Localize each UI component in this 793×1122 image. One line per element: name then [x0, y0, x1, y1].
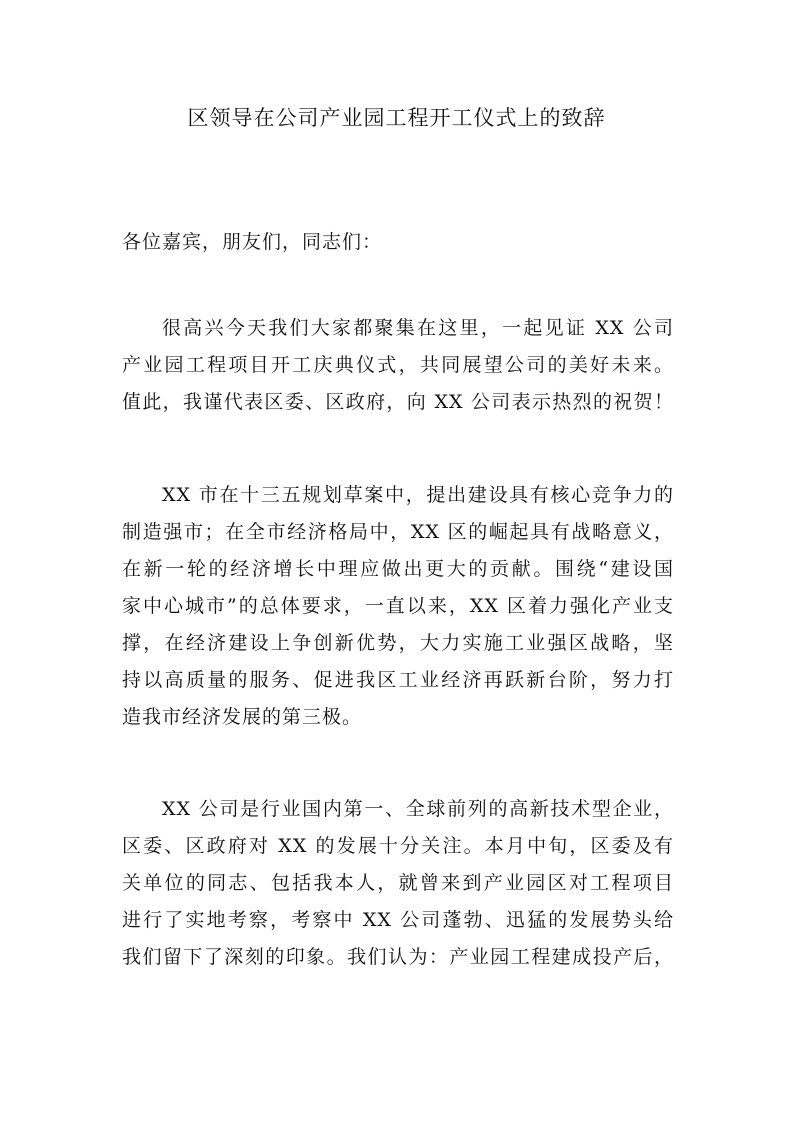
paragraph-line: 进行了实地考察，考察中 XX 公司蓬勃、迅猛的发展势头给	[122, 909, 674, 931]
paragraph-3	[122, 791, 674, 976]
paragraph-line: 持以高质量的服务、促进我区工业经济再跃新台阶，努力打	[122, 669, 674, 691]
paragraph-line: XX 市在十三五规划草案中，提出建设具有核心竞争力的	[162, 484, 674, 506]
paragraph-line: 区委、区政府对 XX 的发展十分关注。本月中旬，区委及有	[122, 835, 674, 857]
paragraph-line: 产业园工程项目开工庆典仪式，共同展望公司的美好未来。	[122, 354, 674, 376]
salutation: 各位嘉宾，朋友们，同志们：	[122, 231, 383, 253]
paragraph-1	[122, 310, 674, 421]
paragraph-line: 关单位的同志、包括我本人，就曾来到产业园区对工程项目	[122, 872, 674, 894]
paragraph-line: 值此，我谨代表区委、区政府，向 XX 公司表示热烈的祝贺！	[122, 391, 674, 413]
paragraph-line: XX 公司是行业国内第一、全球前列的高新技术型企业，	[162, 798, 674, 820]
paragraph-line: 很高兴今天我们大家都聚集在这里，一起见证 XX 公司	[162, 317, 674, 339]
paragraph-line: 制造强市；在全市经济格局中，XX 区的崛起具有战略意义，	[122, 521, 674, 543]
paragraph-line: 家中心城市”的总体要求，一直以来，XX 区着力强化产业支	[122, 595, 674, 617]
paragraph-line: 撑，在经济建设上争创新优势，大力实施工业强区战略，坚	[122, 632, 674, 654]
paragraph-2	[122, 477, 674, 736]
document-title: 区领导在公司产业园工程开工仪式上的致辞	[187, 106, 606, 130]
paragraph-line: 造我市经济发展的第三极。	[122, 706, 363, 728]
paragraph-line: 在新一轮的经济增长中理应做出更大的贡献。围绕“建设国	[122, 558, 674, 580]
paragraph-line: 我们留下了深刻的印象。我们认为：产业园工程建成投产后，	[122, 946, 674, 968]
